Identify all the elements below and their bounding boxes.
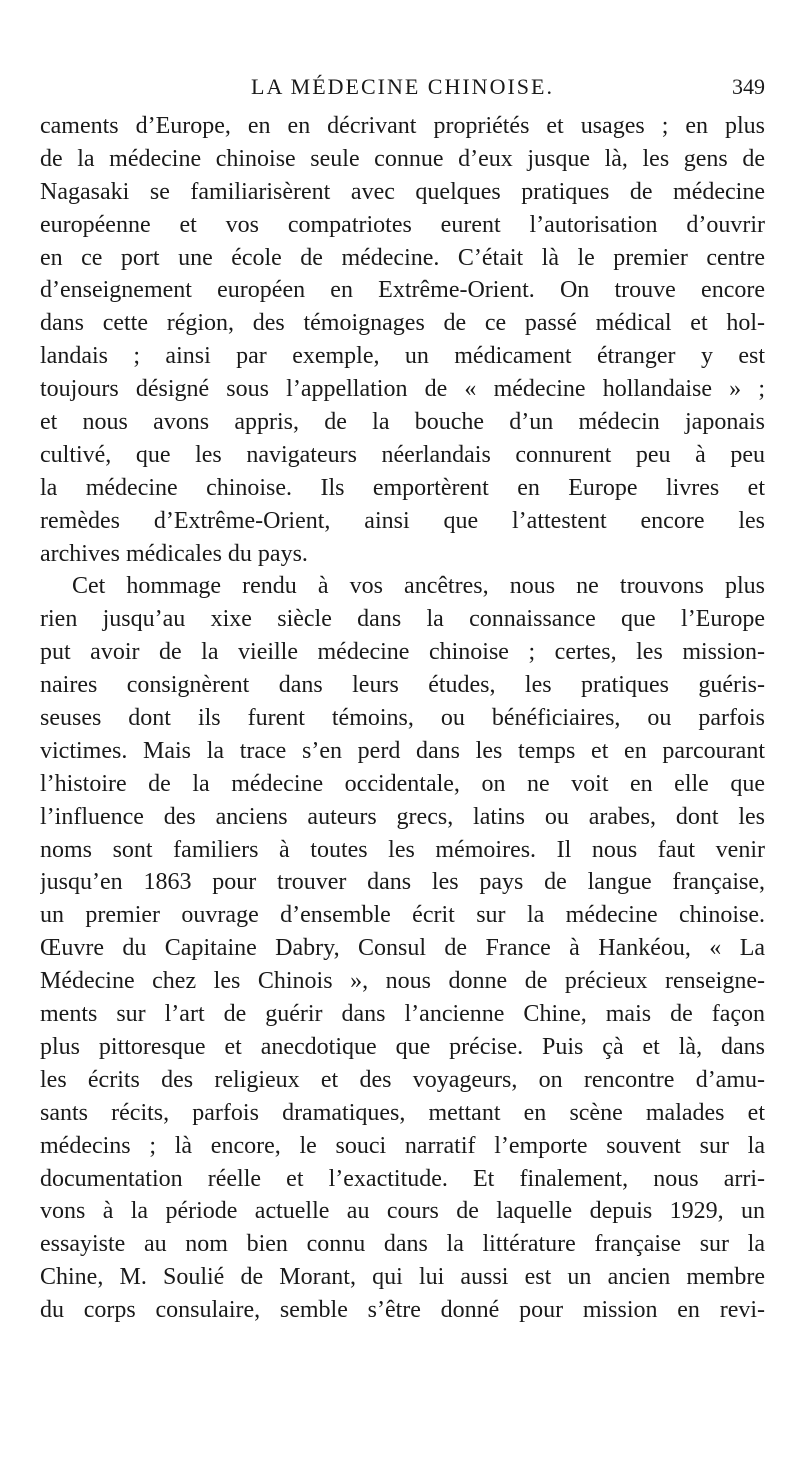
text-line: put avoir de la vieille médecine chinoise ; certes, les mission-: [40, 639, 765, 666]
text-line: l’influence des anciens auteurs grecs, latins ou arabes, dont les: [40, 803, 765, 830]
text-line: ments sur l’art de guérir dans l’ancienne Chine, mais de façon: [40, 1001, 765, 1028]
text-line: sants récits, parfois dramatiques, mettant en scène malades et: [40, 1099, 765, 1126]
text-line: du corps consulaire, semble s’être donné pour mission en revi-: [40, 1297, 765, 1324]
text-line: archives médicales du pays.: [40, 540, 308, 567]
text-line: victimes. Mais la trace s’en perd dans les temps et en parcourant: [40, 737, 765, 764]
page-number: 349: [732, 74, 765, 99]
text-line: Cet hommage rendu à vos ancêtres, nous ne trouvons plus: [72, 573, 765, 600]
text-line: européenne et vos compatriotes eurent l’autorisation d’ouvrir: [40, 211, 765, 238]
text-line: Nagasaki se familiarisèrent avec quelques pratiques de médecine: [40, 178, 765, 205]
text-line: Œuvre du Capitaine Dabry, Consul de France à Hankéou, « La: [40, 935, 765, 962]
text-line: Médecine chez les Chinois », nous donne de précieux renseigne-: [40, 968, 765, 995]
text-line: documentation réelle et l’exactitude. Et finalement, nous arri-: [40, 1165, 765, 1192]
text-line: vons à la période actuelle au cours de laquelle depuis 1929, un: [40, 1198, 765, 1225]
text-line: jusqu’en 1863 pour trouver dans les pays de langue française,: [40, 869, 765, 896]
text-line: un premier ouvrage d’ensemble écrit sur la médecine chinoise.: [40, 902, 765, 929]
running-title: LA MÉDECINE CHINOISE.: [251, 74, 554, 99]
text-line: l’histoire de la médecine occidentale, on ne voit en elle que: [40, 770, 765, 797]
text-line: toujours désigné sous l’appellation de « médecine hollandaise » ;: [40, 376, 765, 403]
body-text: [40, 110, 765, 1327]
text-line: cultivé, que les navigateurs néerlandais connurent peu à peu: [40, 441, 765, 468]
text-line: médecins ; là encore, le souci narratif l’emporte souvent sur la: [40, 1132, 765, 1159]
text-line: noms sont familiers à toutes les mémoires. Il nous faut venir: [40, 836, 765, 863]
text-line: en ce port une école de médecine. C’était là le premier centre: [40, 244, 765, 271]
text-line: dans cette région, des témoignages de ce passé médical et hol-: [40, 310, 765, 337]
text-line: rien jusqu’au xixe siècle dans la connaissance que l’Europe: [40, 606, 765, 633]
text-line: les écrits des religieux et des voyageurs, on rencontre d’amu-: [40, 1066, 765, 1093]
text-line: la médecine chinoise. Ils emportèrent en Europe livres et: [40, 474, 765, 501]
text-line: caments d’Europe, en en décrivant propriétés et usages ; en plus: [40, 113, 765, 139]
running-head: [40, 70, 765, 104]
text-line: Chine, M. Soulié de Morant, qui lui aussi est un ancien membre: [40, 1264, 765, 1291]
text-line: d’enseignement européen en Extrême-Orient. On trouve encore: [40, 277, 765, 304]
text-line: seuses dont ils furent témoins, ou bénéficiaires, ou parfois: [40, 705, 765, 732]
text-line: landais ; ainsi par exemple, un médicament étranger y est: [40, 343, 765, 370]
text-line: plus pittoresque et anecdotique que précise. Puis çà et là, dans: [40, 1033, 765, 1060]
text-line: naires consignèrent dans leurs études, les pratiques guéris-: [40, 672, 765, 699]
text-line: essayiste au nom bien connu dans la littérature française sur la: [40, 1231, 765, 1258]
text-line: remèdes d’Extrême-Orient, ainsi que l’attestent encore les: [40, 507, 765, 534]
text-line: et nous avons appris, de la bouche d’un médecin japonais: [40, 409, 765, 436]
text-line: de la médecine chinoise seule connue d’eux jusque là, les gens de: [40, 145, 765, 172]
